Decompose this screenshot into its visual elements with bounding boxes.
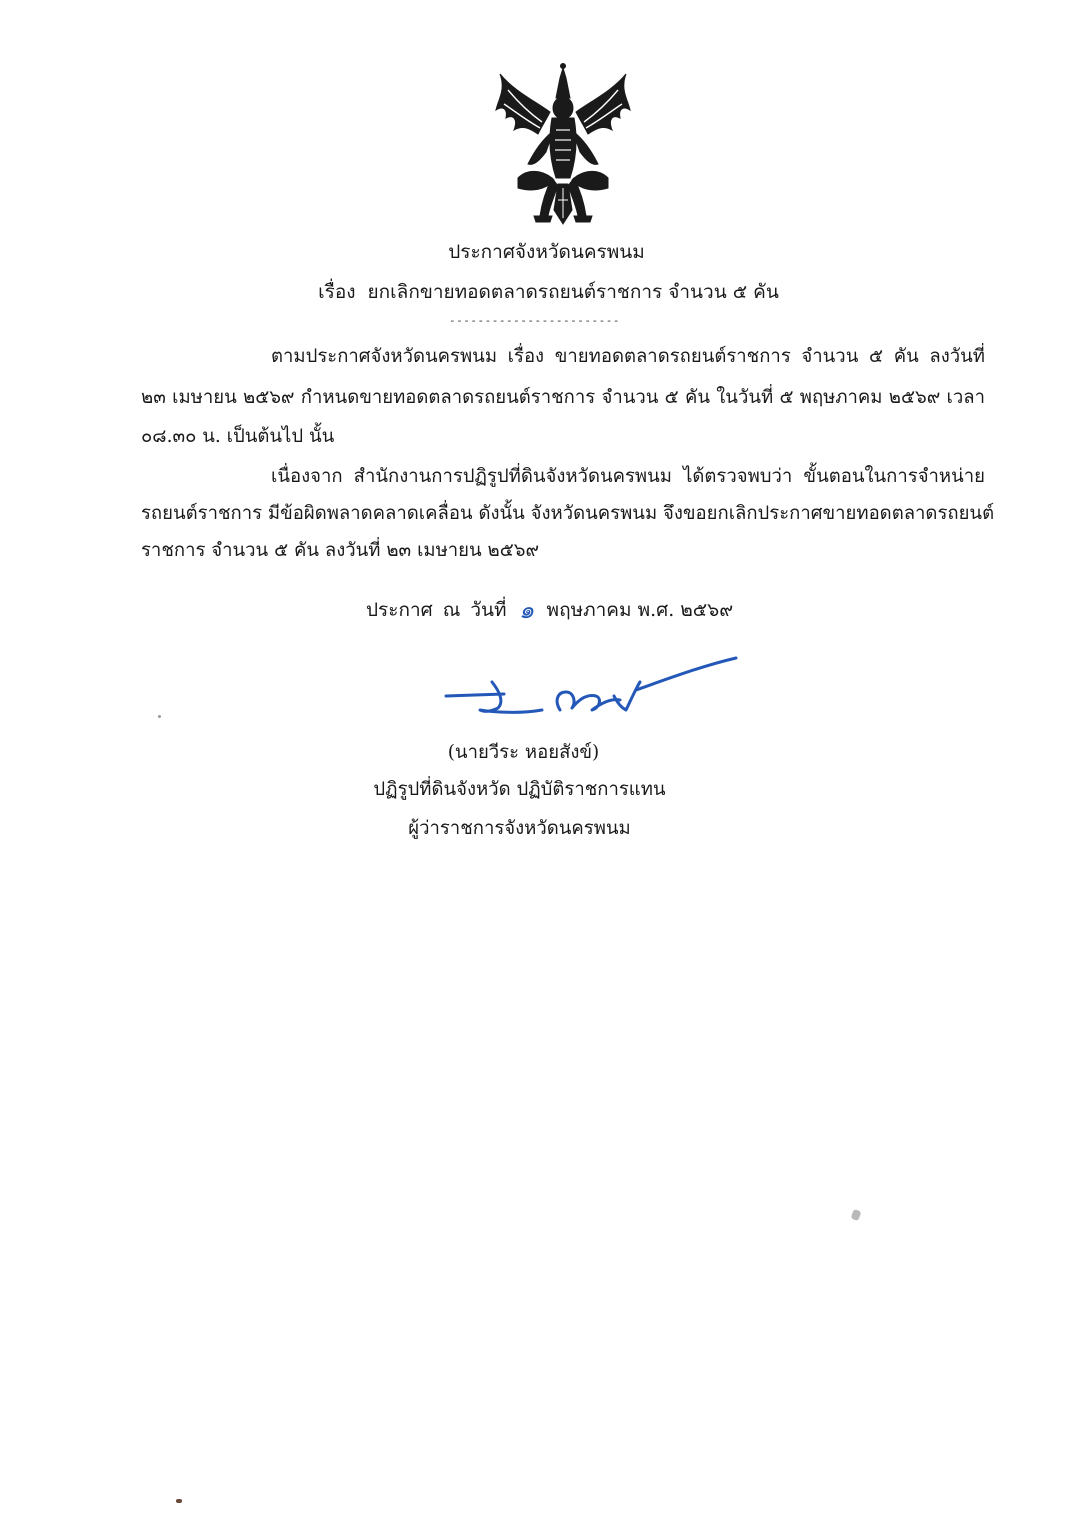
announcement-prefix: ประกาศ	[366, 599, 433, 621]
handwritten-day: ๑	[518, 596, 535, 624]
scan-speck	[176, 1499, 182, 1503]
handwritten-signature	[440, 652, 740, 722]
garuda-emblem-icon	[488, 60, 638, 228]
announcement-day-label: วันที่	[470, 599, 507, 621]
signatory-position-line1: ปฏิรูปที่ดินจังหวัด ปฏิบัติราชการแทน	[373, 779, 666, 800]
scan-speck	[851, 1209, 862, 1221]
scan-speck	[158, 715, 161, 718]
paragraph2-line2: รถยนต์ราชการ มีข้อผิดพลาดคลาดเคลื่อน ดังนั้น จังหวัดนครพนม จึงขอยกเลิกประกาศขายทอดตลาดรถยนต์	[141, 503, 995, 524]
paragraph1-line2: ๒๓ เมษายน ๒๕๖๙ กำหนดขายทอดตลาดรถยนต์ราชการ จำนวน ๕ คัน ในวันที่ ๕ พฤษภาคม ๒๕๖๙ เวลา	[141, 387, 985, 408]
announcement-month-year: พฤษภาคม พ.ศ. ๒๕๖๙	[546, 599, 734, 621]
subject-label: เรื่อง	[318, 281, 356, 303]
paragraph1-line3: ๐๘.๓๐ น. เป็นต้นไป นั้น	[141, 426, 335, 447]
signatory-position-line2: ผู้ว่าราชการจังหวัดนครพนม	[408, 818, 631, 839]
paragraph1-line1: ตามประกาศจังหวัดนครพนม เรื่อง ขายทอดตลาดรถยนต์ราชการ จำนวน ๕ คัน ลงวันที่	[271, 346, 985, 367]
subject-text: ยกเลิกขายทอดตลาดรถยนต์ราชการ จำนวน ๕ คัน	[367, 281, 779, 303]
paragraph2-line3: ราชการ จำนวน ๕ คัน ลงวันที่ ๒๓ เมษายน ๒๕๖๙	[141, 540, 540, 561]
title-divider: ------------------------	[449, 314, 620, 327]
announcement-date	[366, 588, 733, 627]
announcement-at: ณ	[442, 599, 461, 621]
paragraph2-line1: เนื่องจาก สำนักงานการปฏิรูปที่ดินจังหวัดนครพนม ได้ตรวจพบว่า ขั้นตอนในการจำหน่าย	[271, 466, 985, 487]
document-title: ประกาศจังหวัดนครพนม	[448, 241, 645, 263]
signatory-name: (นายวีระ หอยสังข์)	[447, 742, 600, 763]
document-subject	[14, 277, 1069, 307]
